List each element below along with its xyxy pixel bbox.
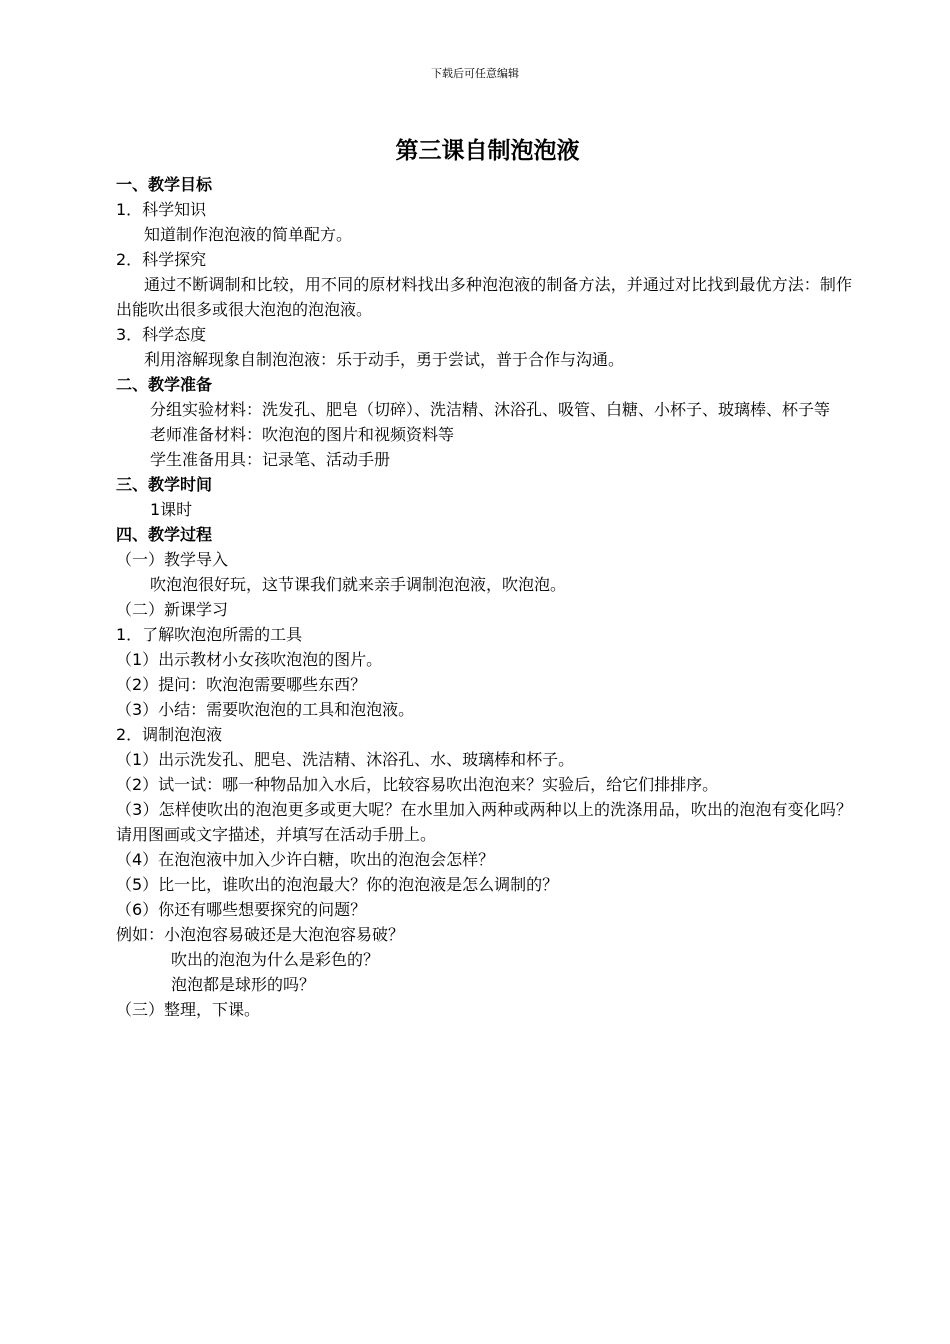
list-item: （6）你还有哪些想要探究的问题？ [116,900,367,919]
subheading-mixing: 2．调制泡泡液 [116,725,223,744]
subheading-new-lesson: （二）新课学习 [116,600,229,619]
paragraph-attitude: 利用溶解现象自制泡泡液：乐于动手，勇于尝试，普于合作与沟通。 [144,350,625,369]
paragraph-introduction: 吹泡泡很好玩，这节课我们就来亲手调制泡泡液，吹泡泡。 [150,575,567,594]
section-heading-time: 三、教学时间 [116,475,213,494]
paragraph-teacher-materials: 老师准备材料：吹泡泡的图片和视频资料等 [150,425,455,444]
list-item: （1）出示教材小女孩吹泡泡的图片。 [116,650,383,669]
list-item: （3）怎样使吹出的泡泡更多或更大呢？在水里加入两种或两种以上的洗涤用品，吹出的泡泡有变化吗？请用图画或文字描述，并填写在活动手册上。 [116,800,852,844]
subheading-knowledge: 1．科学知识 [116,200,207,219]
section-heading-process: 四、教学过程 [116,525,213,544]
example-line: 吹出的泡泡为什么是彩色的？ [171,950,380,969]
subheading-wrap-up: （三）整理，下课。 [116,1000,261,1019]
subheading-tools: 1．了解吹泡泡所需的工具 [116,625,303,644]
paragraph-time: 1课时 [150,500,193,519]
paragraph-inquiry: 通过不断调制和比较，用不同的原材料找出多种泡泡液的制备方法，并通过对比找到最优方法：制作出能吹出很多或很大泡泡的泡泡液。 [116,275,852,319]
document-title: 第三课自制泡泡液 [395,138,580,164]
example-line: 泡泡都是球形的吗？ [171,975,316,994]
document-body [116,172,852,1022]
paragraph-student-materials: 学生准备用具：记录笔、活动手册 [150,450,391,469]
subheading-attitude: 3．科学态度 [116,325,207,344]
list-item: （1）出示洗发孔、肥皂、洗洁精、沐浴孔、水、玻璃棒和杯子。 [116,750,575,769]
list-item: （4）在泡泡液中加入少许白糖，吹出的泡泡会怎样？ [116,850,495,869]
subheading-introduction: （一）教学导入 [116,550,229,569]
list-item: （5）比一比，谁吹出的泡泡最大？你的泡泡液是怎么调制的？ [116,875,559,894]
section-heading-objectives: 一、教学目标 [116,175,213,194]
list-item: （3）小结：需要吹泡泡的工具和泡泡液。 [116,700,415,719]
list-item: （2）提问：吹泡泡需要哪些东西？ [116,675,367,694]
subheading-inquiry: 2．科学探究 [116,250,207,269]
list-item: （2）试一试：哪一种物品加入水后，比较容易吹出泡泡来？实验后，给它们排排序。 [116,775,719,794]
header-note: 下载后可任意编辑 [431,67,519,80]
paragraph-group-materials: 分组实验材料：洗发孔、肥皂（切碎）、洗洁精、沐浴孔、吸管、白糖、小杯子、玻璃棒、杯子等 [150,400,831,419]
paragraph-knowledge: 知道制作泡泡液的简单配方。 [144,225,353,244]
section-heading-preparation: 二、教学准备 [116,375,213,394]
example-line: 例如：小泡泡容易破还是大泡泡容易破？ [116,925,405,944]
